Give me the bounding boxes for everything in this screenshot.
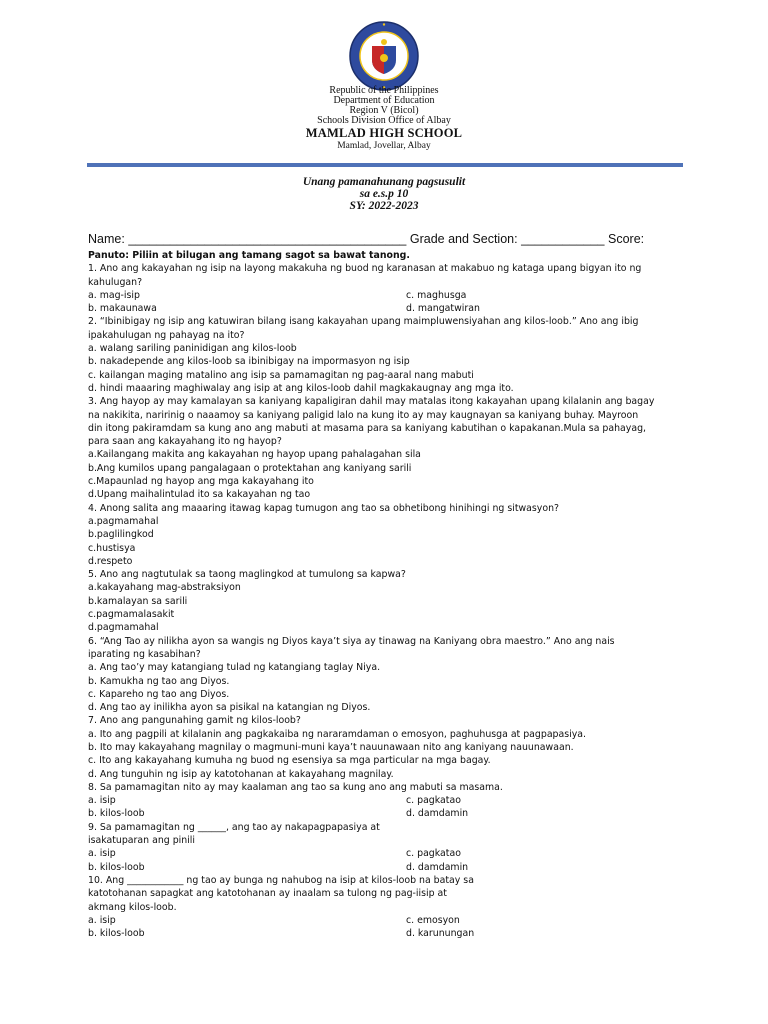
header-region: Region V (Bicol): [349, 105, 419, 116]
choice-d[interactable]: d. damdamin: [406, 808, 469, 820]
exam-title-line2: sa e.s.p 10: [359, 188, 409, 200]
question-text: ipakahulugan ng pahayag na ito?: [88, 329, 245, 341]
name-label: Name:: [88, 232, 125, 246]
student-info-line: [88, 232, 644, 246]
choice-row: [88, 861, 698, 874]
exam-title-line1: Unang pamanahunang pagsusulit: [302, 176, 466, 188]
deped-seal-icon: [348, 20, 420, 92]
choice-d[interactable]: d. mangatwiran: [406, 303, 480, 315]
choice-b[interactable]: b. nakadepende ang kilos-loob sa ibinibigay na impormasyon ng isip: [88, 356, 410, 368]
question-text: kahulugan?: [88, 276, 143, 288]
choice-a[interactable]: a.Kailangang makita ang kakayahan ng hayop upang pahalagahan sila: [88, 449, 421, 461]
choice-b[interactable]: b. kilos-loob: [88, 808, 145, 820]
question-text: isakatuparan ang pinili: [88, 835, 196, 847]
choice-c[interactable]: c. pagkatao: [406, 795, 461, 807]
choice-a[interactable]: a. walang sariling paninidigan ang kilos-loob: [88, 343, 297, 355]
question-text: 2. “Ibinibigay ng isip ang katuwiran bilang isang kakayahan upang maimpluwensiyahan ang kilos-loob.” Ano ang ibig: [88, 316, 639, 328]
choice-c[interactable]: c.Mapaunlad ng hayop ang mga kakayahang ito: [88, 476, 314, 488]
header-divider: [87, 163, 683, 167]
choice-a[interactable]: a. Ito ang pagpili at kilalanin ang pagkakaiba ng nararamdaman o emosyon, paghuhusga at pagpapasiya.: [88, 728, 587, 740]
choice-d[interactable]: d.Upang maihalintulad ito sa kakayahan ng tao: [88, 489, 311, 501]
header-republic: Republic of the Philippines: [329, 85, 439, 96]
choice-a[interactable]: a. isip: [88, 795, 116, 807]
choice-a[interactable]: a. isip: [88, 914, 116, 926]
choice-d[interactable]: d. Ang tunguhin ng isip ay katotohanan at kakayahang magnilay.: [88, 768, 394, 780]
question-text: 1. Ano ang kakayahan ng isip na layong makakuha ng buod ng karanasan at makabuo ng kataga upang bigyan ito ng: [88, 263, 642, 275]
choice-a[interactable]: a. Ang tao’y may katangiang tulad ng katangiang taglay Niya.: [88, 662, 381, 674]
choice-row: [88, 914, 698, 927]
question-text: 9. Sa pamamagitan ng ______, ang tao ay nakapagpapasiya at: [88, 821, 380, 833]
choice-b[interactable]: b.kamalayan sa sarili: [88, 595, 188, 607]
choice-c[interactable]: c. Kapareho ng tao ang Diyos.: [88, 688, 230, 700]
school-header: [0, 86, 768, 152]
choice-row: [88, 807, 698, 820]
choice-b[interactable]: b. Kamukha ng tao ang Diyos.: [88, 675, 230, 687]
choice-b[interactable]: b. Ito may kakayahang magnilay o magmuni-muni kaya’t nauunawaan nito ang kaniyang nauunawaan.: [88, 741, 574, 753]
question-text: 5. Ano ang nagtutulak sa taong maglingkod at tumulong sa kapwa?: [88, 569, 406, 581]
choice-c[interactable]: c. pagkatao: [406, 848, 461, 860]
choice-d[interactable]: d. hindi maaaring maghiwalay ang isip at ang kilos-loob dahil magkakaugnay ang mga ito.: [88, 382, 514, 394]
choice-d[interactable]: d.respeto: [88, 555, 133, 567]
choice-row: [88, 289, 698, 302]
choice-c[interactable]: c. kailangan maging matalino ang isip sa pamamagitan ng pag-aaral nang mabuti: [88, 369, 474, 381]
grade-label: Grade and Section:: [409, 232, 518, 246]
header-department: Department of Education: [333, 95, 435, 106]
choice-d[interactable]: d.pagmamahal: [88, 622, 159, 634]
name-blank[interactable]: ________________________________________: [128, 232, 407, 246]
question-text: akmang kilos-loob.: [88, 901, 177, 913]
choice-b[interactable]: b. makaunawa: [88, 303, 157, 315]
choice-row: [88, 794, 698, 807]
grade-blank[interactable]: ____________: [521, 232, 605, 246]
choice-b[interactable]: b.paglilingkod: [88, 529, 154, 541]
choice-b[interactable]: b.Ang kumilos upang pangalagaan o protektahan ang kaniyang sarili: [88, 462, 412, 474]
choice-a[interactable]: a.kakayahang mag-abstraksiyon: [88, 582, 241, 594]
choice-row: [88, 927, 698, 940]
choice-a[interactable]: a. mag-isip: [88, 289, 140, 301]
exam-title-line3: SY: 2022-2023: [349, 200, 419, 212]
choice-a[interactable]: a. isip: [88, 848, 116, 860]
exam-title: [0, 176, 768, 212]
question-text: 7. Ano ang pangunahing gamit ng kilos-loob?: [88, 715, 301, 727]
score-label: Score:: [608, 232, 645, 246]
question-text: katotohanan sapagkat ang katotohanan ay inaalam sa tulong ng pag-iisip at: [88, 888, 447, 900]
header-division: Schools Division Office of Albay: [317, 115, 451, 126]
question-text: 3. Ang hayop ay may kamalayan sa kaniyang kapaligiran dahil may matalas itong kakayahan upang kilalanin ang bagay: [88, 396, 655, 408]
question-text: na nakikita, naririnig o naaamoy sa kaniyang paligid lalo na kung ito ay may kaugnayan sa kaniyang buhay. Mayroon: [88, 409, 639, 421]
choice-d[interactable]: d. damdamin: [406, 861, 469, 873]
choice-d[interactable]: d. karunungan: [406, 928, 475, 940]
question-text: din itong pakiramdam sa kung ano ang mabuti at masama para sa kaniyang kabutihan o kapakanan.Mula sa pahayag,: [88, 422, 647, 434]
instructions: Panuto: Piliin at bilugan ang tamang sagot sa bawat tanong.: [88, 250, 410, 261]
choice-a[interactable]: a.pagmamahal: [88, 515, 159, 527]
choice-row: [88, 847, 698, 860]
exam-body: [88, 249, 698, 940]
school-address: Mamlad, Jovellar, Albay: [337, 141, 431, 151]
choice-c[interactable]: c. Ito ang kakayahang kumuha ng buod ng esensiya sa mga particular na mga bagay.: [88, 755, 491, 767]
choice-c[interactable]: c. maghusga: [406, 289, 467, 301]
choice-b[interactable]: b. kilos-loob: [88, 928, 145, 940]
question-text: 4. Anong salita ang maaaring itawag kapag tumugon ang tao sa obhetibong hinihingi ng sitwasyon?: [88, 502, 560, 514]
choice-row: [88, 302, 698, 315]
choice-d[interactable]: d. Ang tao ay inilikha ayon sa pisikal na katangian ng Diyos.: [88, 702, 371, 714]
question-text: iparating ng kasabihan?: [88, 648, 201, 660]
choice-c[interactable]: c.pagmamalasakit: [88, 609, 175, 621]
school-name: MAMLAD HIGH SCHOOL: [305, 126, 463, 140]
choice-c[interactable]: c.hustisya: [88, 542, 136, 554]
choice-c[interactable]: c. emosyon: [406, 914, 460, 926]
question-text: 6. “Ang Tao ay nilikha ayon sa wangis ng Diyos kaya’t siya ay tinawag na Kaniyang obra maestro.” Ano ang nais: [88, 635, 615, 647]
question-text: 10. Ang ____________ ng tao ay bunga ng nahubog na isip at kilos-loob na batay sa: [88, 874, 474, 886]
question-text: 8. Sa pamamagitan nito ay may kaalaman ang tao sa kung ano ang mabuti sa masama.: [88, 781, 503, 793]
choice-b[interactable]: b. kilos-loob: [88, 861, 145, 873]
question-text: para saan ang kakayahang ito ng hayop?: [88, 436, 282, 448]
